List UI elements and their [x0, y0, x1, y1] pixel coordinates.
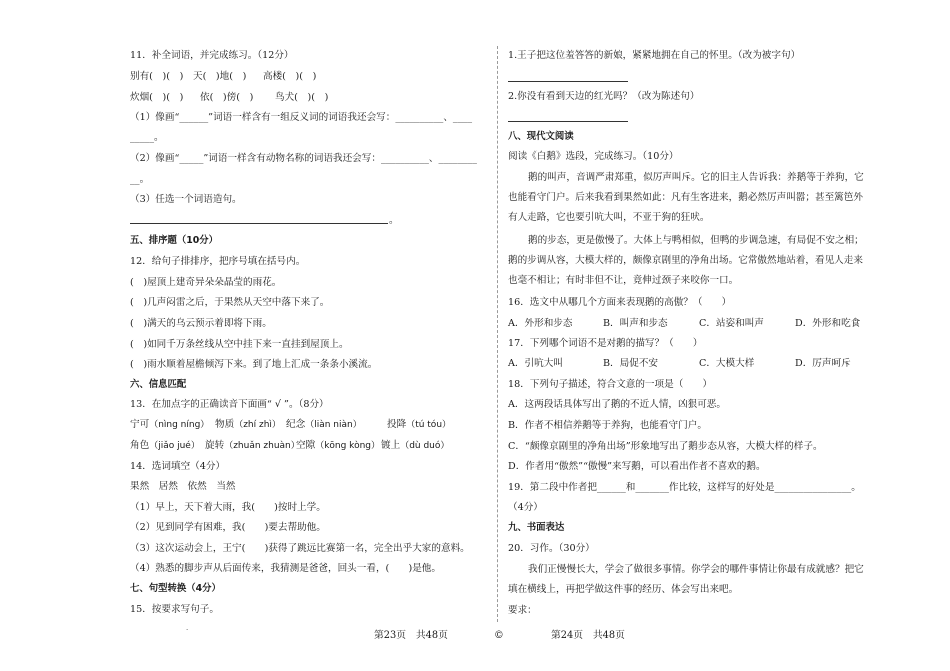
section-6-title: 六、信息匹配 — [130, 379, 187, 390]
q12-item-4: ( )如同千万条丝线从空中挂下来一直挂到屋顶上。 — [130, 339, 349, 350]
q12-title: 12．给句子排排序，把序号填在括号内。 — [130, 256, 306, 267]
q11-sub1: （1）像画“______”词语一样含有一组反义词的词语我还会写：__________、____ — [130, 112, 473, 123]
passage-line-2: 也能看守门户。后来我看到果然如此：凡有生客进来，鹅必然厉声叫嚣；甚至篱笆外 — [508, 192, 863, 203]
q14-item-3: （3）这次运动会上，王宁( )获得了跳远比赛第一名，完全出乎大家的意料。 — [130, 543, 470, 554]
q19-score: （4分） — [508, 502, 543, 513]
section-9-title: 九、书面表达 — [508, 522, 565, 533]
q16-option-c[interactable]: C．站姿和叫声 — [699, 318, 764, 329]
q20-requirements: 要求： — [508, 605, 537, 616]
section-7-title: 七、句型转换（4分） — [130, 583, 221, 594]
q14-item-1: （1）早上，天下着大雨，我( )按时上学。 — [130, 502, 326, 513]
q12-item-2: ( )几声闷雷之后，于果然从天空中落下来了。 — [130, 297, 330, 308]
q20-title: 20．习作。（30分） — [508, 543, 595, 554]
q13-pinyin: （tú tóu） — [406, 420, 452, 430]
q16-option-b[interactable]: B．叫声和步态 — [603, 318, 668, 329]
q13-word-1 — [130, 419, 209, 431]
q13-word-7 — [296, 440, 380, 452]
q11-word-2: 天( )地( ) — [193, 71, 247, 82]
footer-left-page-number: 第23页 共48页 — [374, 630, 448, 641]
q12-item-1: ( )屋顶上建奇异朵朵晶莹的雨花。 — [130, 277, 282, 288]
q18-title: 18．下列句子描述，符合文意的一项是（ ） — [508, 379, 713, 390]
q13-word-2 — [215, 419, 281, 431]
q13-pinyin: （nìng níng） — [149, 420, 210, 430]
q11-word-5: 依( )傍( ) — [200, 92, 254, 103]
q17-option-d[interactable]: D．厉声呵斥 — [795, 358, 851, 369]
q13-char: 纪念 — [286, 419, 306, 430]
q15-2: 2.你没有看到天边的红光吗？（改为陈述句） — [508, 91, 700, 102]
q13-pinyin: （zhí zhì） — [234, 420, 281, 430]
q20-text-1: 我们正慢慢长大，学会了做很多事情。你学会的哪件事情让你最有成就感？把它 — [528, 564, 864, 575]
q13-word-3 — [286, 419, 362, 431]
q11-word-6: 鸟犬( )( ) — [275, 92, 329, 103]
q13-word-5 — [130, 440, 200, 452]
q11-word-4: 炊烟( )( ) — [130, 92, 184, 103]
q17-title: 17．下列哪个词语不是对鹅的描写？（ ） — [508, 338, 703, 349]
q11-title: 11．补全词语，并完成练习。（12分） — [130, 50, 294, 61]
q18-option-a[interactable]: A．这两段话具体写出了鹅的不近人情，凶狠可恶。 — [508, 399, 726, 410]
section-8-title: 八、现代文阅读 — [508, 131, 574, 142]
q12-item-5: ( )雨水顺着屋檐倾泻下来。到了地上汇成一条条小溪流。 — [130, 359, 378, 370]
q16-title: 16．选文中从哪几个方面来表现鹅的高傲？（ ） — [508, 297, 732, 308]
q13-pinyin: （dù duó） — [400, 441, 450, 451]
stray-mark: · — [186, 626, 189, 634]
q13-word-8 — [381, 440, 449, 452]
q14-item-2: （2）见到同学有困难，我( )要去帮助他。 — [130, 522, 326, 533]
q19-text: 19．第二段中作者把______和_______作比较，这样写的好处是________________。 — [508, 482, 861, 493]
passage-line-5: 鹅的步调从容，大模大样的，颇像京剧里的净角出场。它常傲然地站着，看见人走来 — [508, 255, 863, 266]
reading-intro: 阅读《白鹅》选段，完成练习。（10分） — [508, 151, 679, 162]
q14-title: 14．选词填空（4分） — [130, 461, 226, 472]
q13-char: 旋转 — [205, 440, 225, 451]
q11-sub2: （2）像画“_____”词语一样含有动物名称的词语我还会写：__________、________ — [130, 153, 477, 164]
q17-option-c[interactable]: C．大模大样 — [699, 358, 755, 369]
q11-sub1-cont: _____。 — [130, 132, 164, 143]
q15-1: 1.王子把这位羞答答的新娘，紧紧地拥在自己的怀里。（改为被字句） — [508, 50, 801, 61]
q15-title: 15．按要求写句子。 — [130, 604, 219, 615]
q16-option-a[interactable]: A．外形和步态 — [508, 318, 573, 329]
q11-sub2-cont: __。 — [130, 174, 150, 185]
q13-char: 投降 — [387, 419, 407, 430]
q13-pinyin: （kōng kòng） — [315, 441, 380, 451]
q18-option-c[interactable]: C．“颇像京剧里的净角出场”形象地写出了鹅步态从容，大模大样的样子。 — [508, 441, 823, 452]
q13-char: 镀上 — [381, 440, 401, 451]
passage-line-1: 鹅的叫声，音调严肃郑重，似厉声叫斥。它的旧主人告诉我：养鹅等于养狗，它 — [528, 172, 864, 183]
q13-char: 物质 — [215, 419, 235, 430]
page-divider — [497, 46, 498, 622]
q14-word-bank: 果然 居然 依然 当然 — [130, 481, 236, 492]
q14-item-4: （4）熟悉的脚步声从后面传来，我猜测是爸爸，回头一看，( )是他。 — [130, 563, 441, 574]
section-5-title: 五、排序题（10分） — [130, 235, 219, 246]
q17-option-a[interactable]: A．引吭大叫 — [508, 358, 563, 369]
q18-option-d[interactable]: D．作者用“傲然”“傲慢”来写鹅，可以看出作者不喜欢的鹅。 — [508, 461, 766, 472]
q17-option-b[interactable]: B．局促不安 — [603, 358, 659, 369]
q13-pinyin: （liàn niàn） — [305, 420, 362, 430]
q16-option-d[interactable]: D．外形和吃食 — [795, 318, 861, 329]
passage-line-4: 鹅的步态，更是傲慢了。大体上与鸭相似，但鸭的步调急速，有局促不安之相； — [528, 235, 864, 246]
passage-line-6: 也毫不相让；有时非但不让，竟伸过颈子来咬你一口。 — [508, 275, 739, 286]
q11-word-1: 别有( )( ) — [130, 71, 184, 82]
q13-word-4 — [387, 419, 451, 431]
sentence-answer-line[interactable] — [130, 223, 388, 224]
q15-2-answer-line[interactable] — [508, 121, 628, 122]
q13-pinyin: （zhuǎn zhuàn） — [224, 441, 300, 451]
footer-symbol: © — [494, 630, 504, 641]
q13-char: 空隙 — [296, 440, 316, 451]
q12-item-3: ( )满天的乌云预示着即将下雨。 — [130, 318, 272, 329]
q11-word-3: 高楼( )( ) — [263, 71, 317, 82]
q13-title: 13．在加点字的正确读音下面画“ √ ”。（8分） — [130, 399, 329, 410]
q20-text-2: 填在横线上，再把学做这件事的经历、体会写出来吧。 — [508, 584, 739, 595]
footer-right-page-number: 第24页 共48页 — [551, 630, 625, 641]
passage-line-3: 有人走路，它也要引吭大叫，不亚于狗的狂吠。 — [508, 212, 710, 223]
q18-option-b[interactable]: B．作者不相信养鹅等于养狗，也能看守门户。 — [508, 420, 707, 431]
q13-word-6 — [205, 440, 300, 452]
q13-pinyin: （jiǎo jué） — [149, 441, 200, 451]
q11-sub3-end: 。 — [389, 215, 399, 226]
q13-char: 角色 — [130, 440, 150, 451]
q15-1-answer-line[interactable] — [508, 81, 628, 82]
q11-sub3: （3）任选一个词语造句。 — [130, 194, 242, 205]
q13-char: 宁可 — [130, 419, 150, 430]
